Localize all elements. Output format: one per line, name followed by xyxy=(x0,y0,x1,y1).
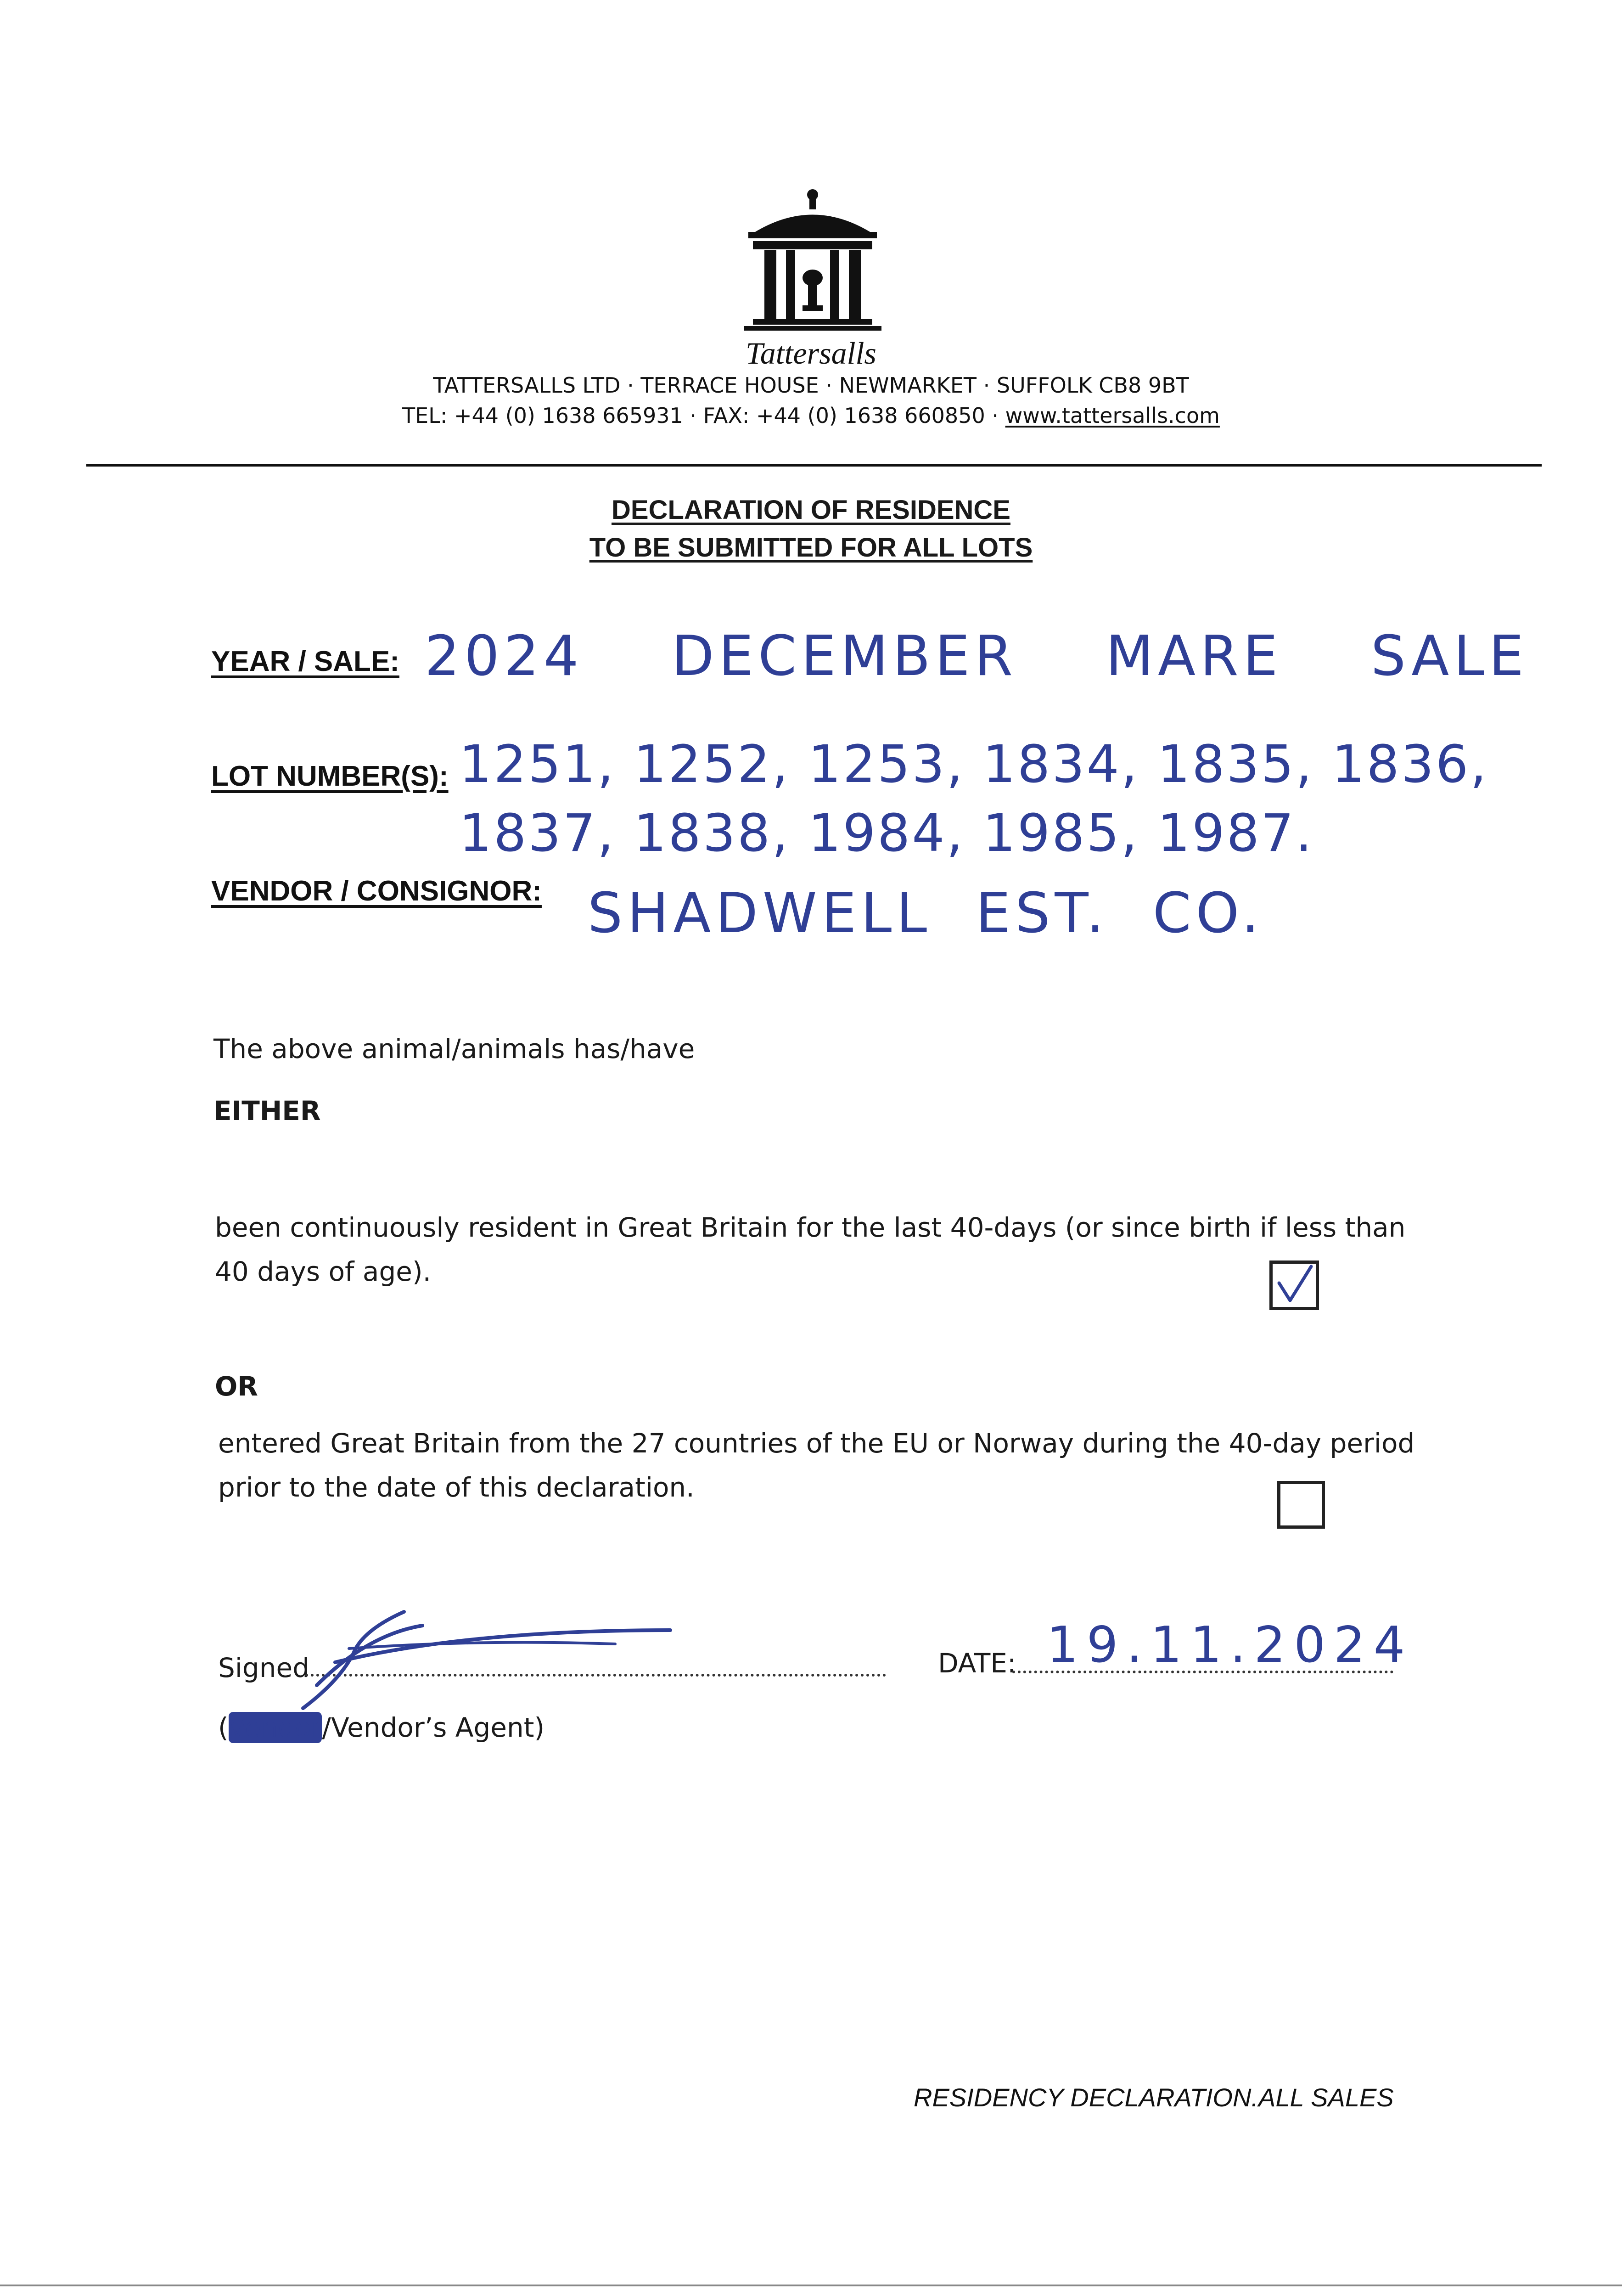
website-link[interactable]: www.tattersalls.com xyxy=(1005,403,1220,428)
statement-intro: The above animal/animals has/have xyxy=(213,1033,695,1064)
vendor-label: VENDOR / CONSIGNOR: xyxy=(211,875,542,907)
signed-label: Signed xyxy=(218,1652,310,1683)
company-contact xyxy=(0,403,1622,428)
rotunda-logo-icon xyxy=(735,188,891,340)
role-struck-vendor: Vendor xyxy=(228,1712,322,1743)
form-title-line1: DECLARATION OF RESIDENCE xyxy=(612,495,1010,525)
letterhead xyxy=(0,174,1622,432)
year-sale-value[interactable]: 2024 DECEMBER MARE SALE xyxy=(425,625,1529,688)
form-title xyxy=(0,491,1622,567)
role-open-paren: ( xyxy=(218,1712,229,1743)
date-label: DATE: xyxy=(938,1648,1016,1679)
vendor-value[interactable]: SHADWELL EST. CO. xyxy=(588,882,1264,945)
form-title-line2: TO BE SUBMITTED FOR ALL LOTS xyxy=(589,533,1033,563)
brand-name: Tattersalls xyxy=(746,336,876,371)
option2-checkbox[interactable] xyxy=(1277,1481,1325,1529)
date-value[interactable]: 19.11.2024 xyxy=(1047,1616,1414,1674)
year-sale-label: YEAR / SALE: xyxy=(211,646,399,677)
lot-numbers-line2[interactable]: 1837, 1838, 1984, 1985, 1987. xyxy=(459,804,1314,863)
bottom-rule xyxy=(0,2285,1622,2286)
lot-numbers-line1[interactable]: 1251, 1252, 1253, 1834, 1835, 1836, xyxy=(459,735,1488,794)
checkmark-icon xyxy=(1273,1264,1316,1307)
or-label: OR xyxy=(215,1371,258,1402)
either-label: EITHER xyxy=(213,1095,321,1126)
option2-text: entered Great Britain from the 27 countries of the EU or Norway during the 40-day period prior to the date of this declaration. xyxy=(218,1428,1415,1503)
form-name: RESIDENCY DECLARATION.ALL SALES xyxy=(914,2083,1394,2112)
role-vendor-agent: /Vendor’s Agent) xyxy=(322,1712,545,1743)
option1-checkbox[interactable] xyxy=(1269,1261,1319,1310)
option1-text: been continuously resident in Great Britain for the last 40-days (or since birth if less than 40 days of age). xyxy=(215,1212,1406,1287)
signature-mark[interactable] xyxy=(285,1598,689,1717)
signatory-role xyxy=(218,1712,544,1743)
company-address: TATTERSALLS LTD · TERRACE HOUSE · NEWMARKET · SUFFOLK CB8 9BT xyxy=(433,373,1189,398)
header-divider xyxy=(86,464,1542,467)
contact-numbers: TEL: +44 (0) 1638 665931 · FAX: +44 (0) 1638 660850 · xyxy=(402,403,1005,428)
lot-numbers-label: LOT NUMBER(S): xyxy=(211,760,449,792)
